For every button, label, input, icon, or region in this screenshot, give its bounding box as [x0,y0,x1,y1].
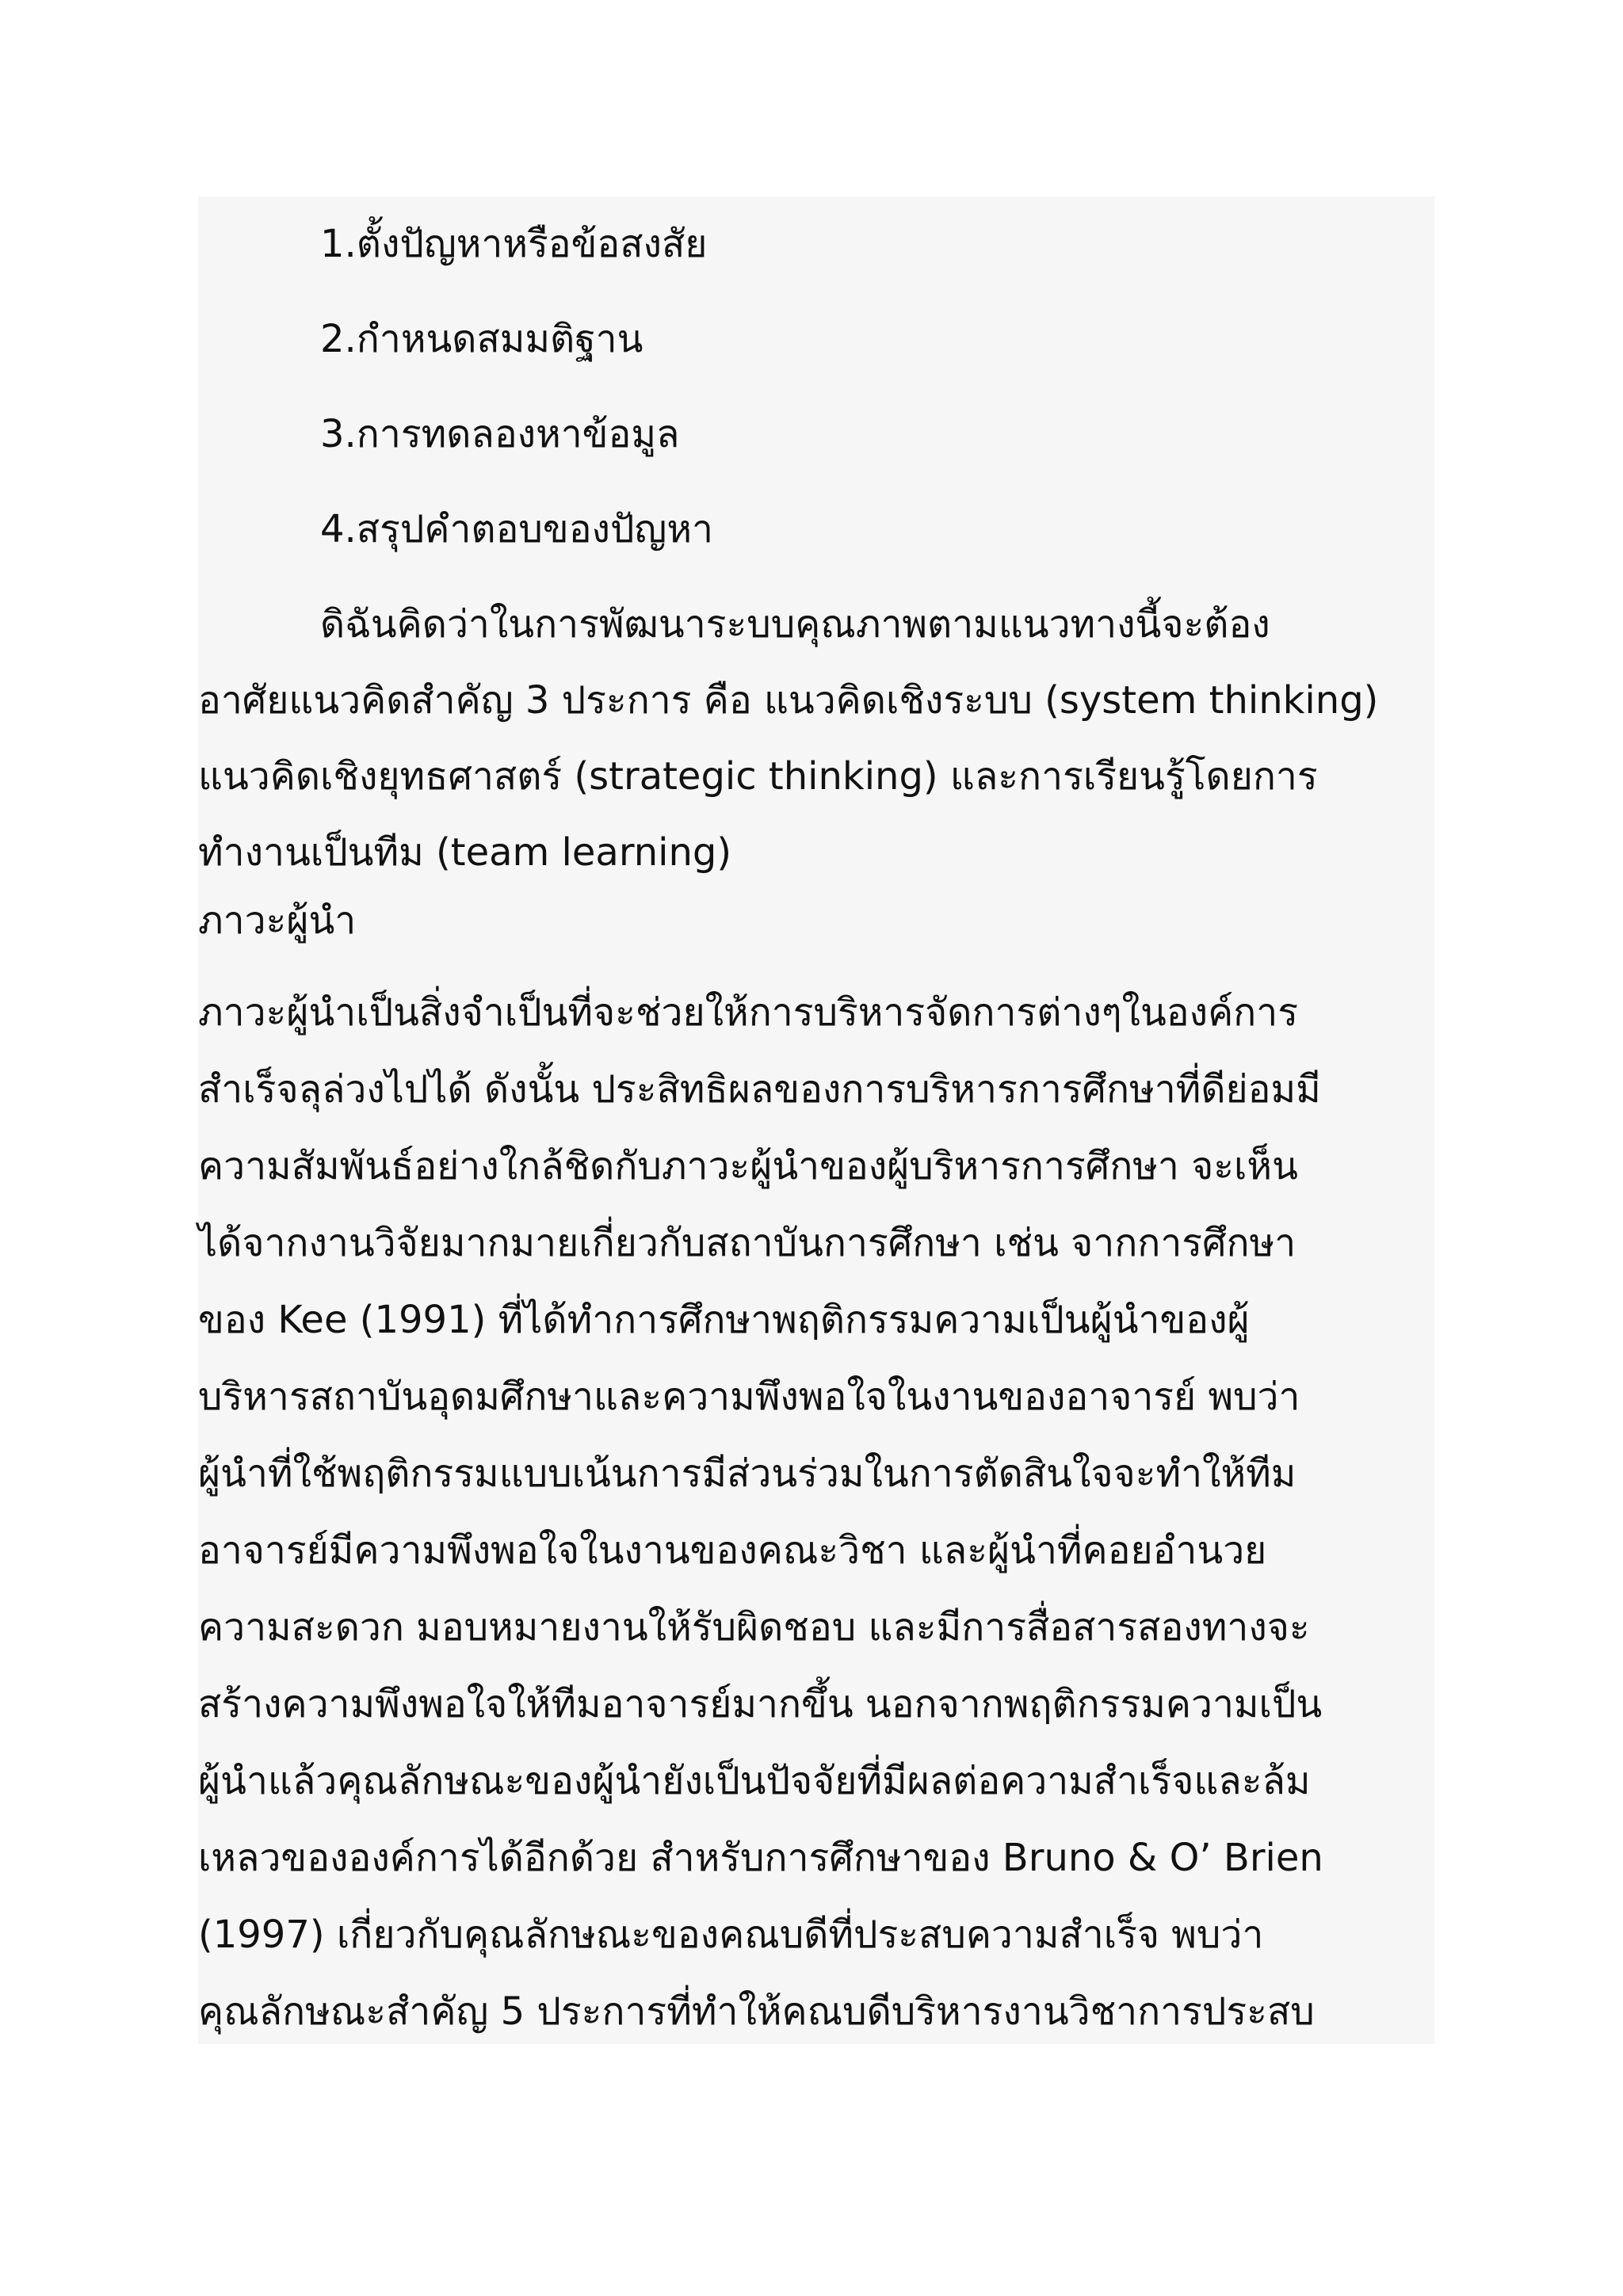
leadership-line: (1997) เกี่ยวกับคุณลักษณะของคณบดีที่ประสบความสำเร็จ พบว่า [198,1913,1264,1957]
leadership-line: อาจารย์มีความพึงพอใจในงานของคณะวิชา และผู้นำที่คอยอำนวย [198,1528,1267,1573]
leadership-line: สร้างความพึงพอใจให้ทีมอาจารย์มากขึ้น นอกจากพฤติกรรมความเป็น [198,1682,1323,1726]
leadership-line: สำเร็จลุล่วงไปได้ ดังนั้น ประสิทธิผลของการบริหารการศึกษาที่ดีย่อมมี [198,1067,1321,1112]
step-item: 3.การทดลองหาข้อมูล [320,412,680,456]
step-item: 1.ตั้งปัญหาหรือข้อสงสัย [320,222,708,266]
leadership-line: ผู้นำที่ใช้พฤติกรรมแบบเน้นการมีส่วนร่วมในการตัดสินใจจะทำให้ทีม [198,1451,1296,1496]
leadership-line: ได้จากงานวิจัยมากมายเกี่ยวกับสถาบันการศึกษา เช่น จากการศึกษา [198,1221,1296,1265]
opinion-line: ดิฉันคิดว่าในการพัฒนาระบบคุณภาพตามแนวทางนี้จะต้อง [320,602,1270,646]
opinion-line: แนวคิดเชิงยุทธศาสตร์ (strategic thinking) และการเรียนรู้โดยการ [198,754,1318,799]
leadership-line: ความสะดวก มอบหมายงานให้รับผิดชอบ และมีการสื่อสารสองทางจะ [198,1605,1310,1650]
leadership-line: คุณลักษณะสำคัญ 5 ประการที่ทำให้คณบดีบริหารงานวิชาการประสบ [198,1989,1315,2034]
leadership-line: บริหารสถาบันอุดมศึกษาและความพึงพอใจในงานของอาจารย์ พบว่า [198,1375,1300,1419]
leadership-line: ความสัมพันธ์อย่างใกล้ชิดกับภาวะผู้นำของผู้บริหารการศึกษา จะเห็น [198,1144,1298,1188]
document-text-area [198,196,1434,2044]
opinion-line: อาศัยแนวคิดสำคัญ 3 ประการ คือ แนวคิดเชิงระบบ (system thinking) [198,678,1379,723]
step-item: 2.กำหนดสมมติฐาน [320,317,643,361]
leadership-line: เหลวขององค์การได้อีกด้วย สำหรับการศึกษาของ Bruno & O’ Brien [198,1836,1323,1880]
leadership-line: ผู้นำแล้วคุณลักษณะของผู้นำยังเป็นปัจจัยที่มีผลต่อความสำเร็จและล้ม [198,1759,1311,1803]
section-heading: ภาวะผู้นำ [198,898,357,943]
step-item: 4.สรุปคำตอบของปัญหา [320,507,713,551]
leadership-line: ของ Kee (1991) ที่ได้ทำการศึกษาพฤติกรรมความเป็นผู้นำของผู้ [198,1298,1250,1342]
leadership-line: ภาวะผู้นำเป็นสิ่งจำเป็นที่จะช่วยให้การบริหารจัดการต่างๆในองค์การ [198,990,1298,1035]
opinion-line: ทำงานเป็นทีม (team learning) [198,830,732,875]
